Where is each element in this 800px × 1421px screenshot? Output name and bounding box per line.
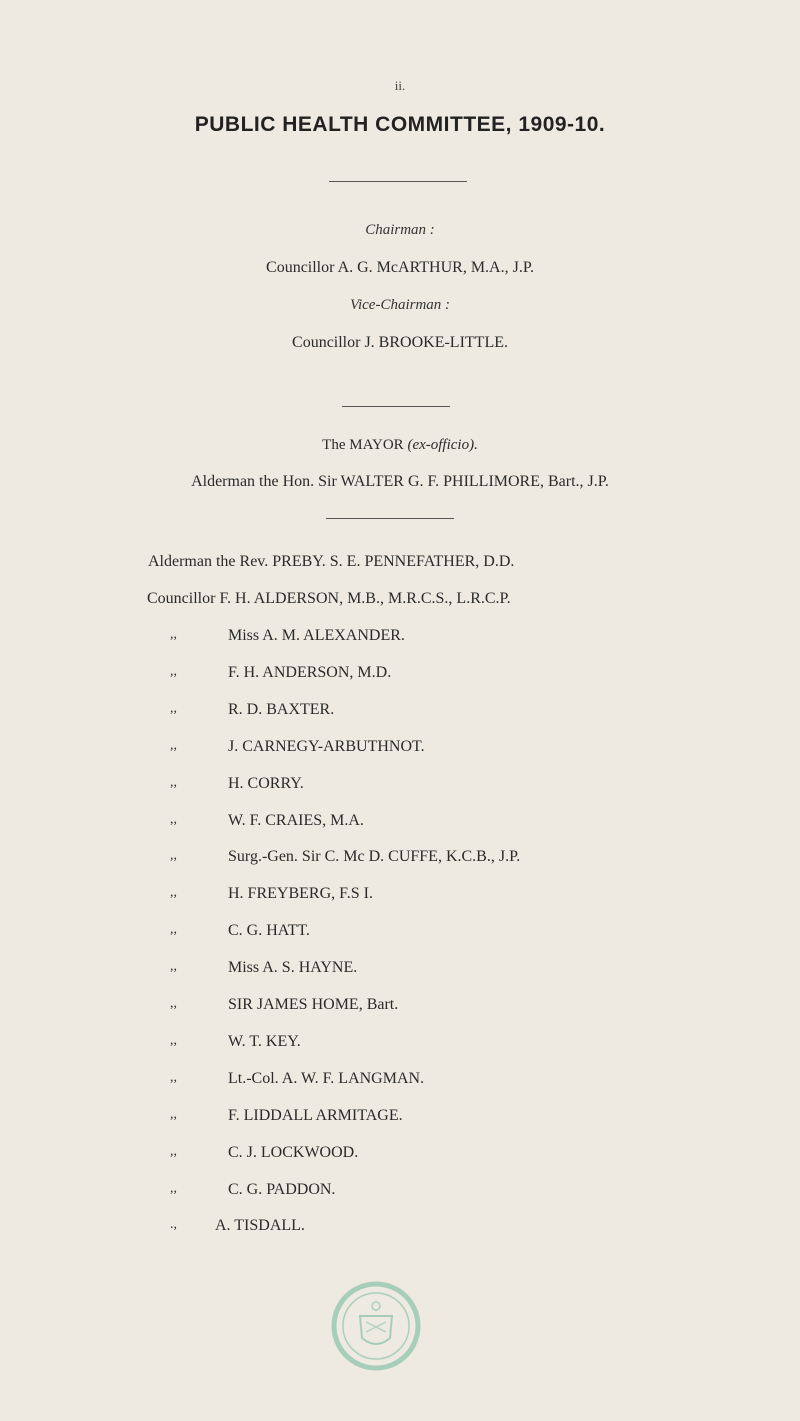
mayor-ex-officio: (ex-officio). bbox=[407, 437, 478, 453]
member-row bbox=[0, 701, 800, 725]
ditto-mark: ,, bbox=[170, 1106, 177, 1122]
member-row bbox=[0, 959, 800, 983]
member-name: Lt.-Col. A. W. F. LANGMAN. bbox=[228, 1069, 425, 1087]
member-row bbox=[0, 996, 800, 1020]
ditto-mark: ,, bbox=[170, 737, 177, 753]
vice-chairman-label: Vice-Chairman : bbox=[349, 297, 451, 313]
ditto-mark: ,, bbox=[170, 774, 177, 790]
alderman-phillimore: Alderman the Hon. Sir WALTER G. F. PHILLIMORE, Bart., J.P. bbox=[191, 473, 609, 490]
page-number: ii. bbox=[394, 78, 406, 93]
ditto-mark: ,, bbox=[170, 959, 177, 975]
ditto-mark: ,, bbox=[170, 627, 177, 642]
vice-chairman-name: Councillor J. BROOKE-LITTLE. bbox=[292, 334, 508, 351]
mayor-prefix: The MAYOR bbox=[322, 437, 404, 453]
member-name: A. TISDALL. bbox=[215, 1217, 305, 1235]
ditto-mark: ,, bbox=[170, 1180, 177, 1196]
divider-2 bbox=[342, 406, 450, 407]
member-name: C. J. LOCKWOOD. bbox=[228, 1143, 359, 1161]
member-row bbox=[0, 1217, 800, 1241]
member-name: J. CARNEGY-ARBUTHNOT. bbox=[228, 737, 425, 755]
chairman-name: Councillor A. G. McARTHUR, M.A., J.P. bbox=[266, 259, 534, 276]
member-name: R. D. BAXTER. bbox=[228, 700, 335, 718]
member-row bbox=[0, 775, 800, 799]
council-seal-stamp bbox=[330, 1280, 422, 1372]
divider-1 bbox=[329, 181, 467, 182]
member-row bbox=[0, 664, 800, 688]
ditto-mark: ., bbox=[170, 1217, 177, 1233]
ditto-mark: ,, bbox=[170, 663, 177, 679]
member-name: W. T. KEY. bbox=[228, 1032, 301, 1050]
member-name: Miss A. M. ALEXANDER. bbox=[228, 627, 405, 644]
member-name: W. F. CRAIES, M.A. bbox=[228, 811, 364, 829]
member-row bbox=[0, 1181, 800, 1205]
ditto-mark: ,, bbox=[170, 922, 177, 938]
ditto-mark: ,, bbox=[170, 700, 177, 716]
chairman-label: Chairman : bbox=[365, 222, 435, 238]
ditto-mark: ,, bbox=[170, 1143, 177, 1159]
member-name: C. G. PADDON. bbox=[228, 1180, 336, 1198]
member-header-alderson: Councillor F. H. ALDERSON, M.B., M.R.C.S., L.R.C.P. bbox=[147, 590, 511, 607]
member-row bbox=[0, 1144, 800, 1168]
member-name: SIR JAMES HOME, Bart. bbox=[228, 996, 399, 1013]
ditto-mark: ,, bbox=[170, 1032, 177, 1048]
divider-3 bbox=[326, 518, 454, 519]
ditto-mark: ,, bbox=[170, 848, 177, 864]
member-row bbox=[0, 1070, 800, 1094]
member-row bbox=[0, 1033, 800, 1057]
ditto-mark: ,, bbox=[170, 811, 177, 827]
member-row bbox=[0, 738, 800, 762]
member-name: H. FREYBERG, F.S I. bbox=[228, 885, 373, 903]
ditto-mark: ,, bbox=[170, 996, 177, 1011]
ditto-mark: ,, bbox=[170, 885, 177, 901]
page-title: PUBLIC HEALTH COMMITTEE, 1909-10. bbox=[194, 113, 606, 136]
member-row bbox=[0, 1107, 800, 1131]
member-header-pennefather: Alderman the Rev. PREBY. S. E. PENNEFATHER, D.D. bbox=[148, 553, 515, 570]
member-row bbox=[0, 922, 800, 946]
member-name: Surg.-Gen. Sir C. Mc D. CUFFE, K.C.B., J.P. bbox=[228, 848, 521, 866]
member-row bbox=[0, 885, 800, 909]
member-name: H. CORRY. bbox=[228, 774, 304, 792]
ditto-mark: ,, bbox=[170, 1069, 177, 1085]
member-name: Miss A. S. HAYNE. bbox=[228, 959, 358, 977]
member-row bbox=[0, 848, 800, 872]
member-name: F. H. ANDERSON, M.D. bbox=[228, 663, 392, 681]
mayor-line bbox=[0, 437, 800, 454]
member-name: F. LIDDALL ARMITAGE. bbox=[228, 1106, 403, 1124]
member-name: C. G. HATT. bbox=[228, 922, 310, 940]
member-row bbox=[0, 627, 800, 651]
member-row bbox=[0, 812, 800, 836]
